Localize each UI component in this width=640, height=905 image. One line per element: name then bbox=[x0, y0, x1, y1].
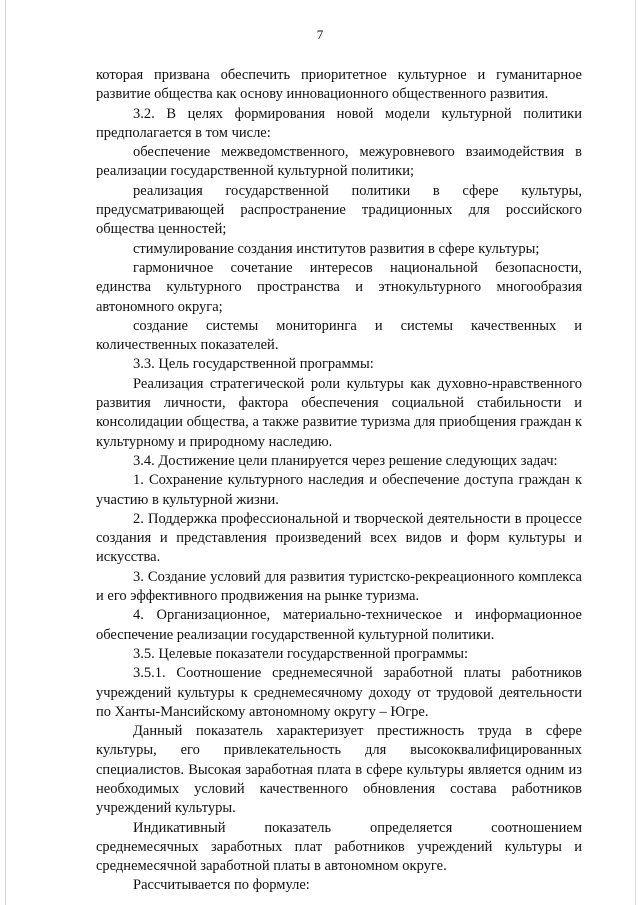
scan-edge-right bbox=[635, 0, 636, 905]
paragraph-3-3: 3.3. Цель государственной программы: bbox=[133, 356, 374, 373]
task-item: 1. Сохранение культурного наследия и обеспечение доступа граждан к участию в культурной жизни. bbox=[96, 472, 582, 508]
list-item: обеспечение межведомственного, межуровневого взаимодействия в реализации государственной культурной политики; bbox=[96, 144, 582, 180]
task-item: 3. Создание условий для развития туристско-рекреационного комплекса и его эффективного продвижения на рынке туризма. bbox=[96, 568, 582, 605]
paragraph-indicator-description: Данный показатель характеризует престижность труда в сфере культуры, его привлекательность для высококвалифицированных специалистов. Высокая заработная плата в сфере культуры является одним из необходимых условий качественного обновления состава работников учреждений культуры. bbox=[96, 723, 582, 817]
paragraph-continuation: которая призвана обеспечить приоритетное культурное и гуманитарное развитие общества как основу инновационного общественного развития. bbox=[96, 67, 582, 103]
list-item: реализация государственной политики в сфере культуры, предусматривающей распространение традиционных для российского общества ценностей; bbox=[96, 182, 582, 238]
document-body bbox=[96, 66, 582, 896]
list-item: создание системы мониторинга и системы качественных и количественных показателей. bbox=[96, 317, 582, 354]
scan-edge-left bbox=[5, 0, 6, 905]
list-item: стимулирование создания институтов развития в сфере культуры; bbox=[133, 240, 540, 257]
paragraph-formula-intro: Рассчитывается по формуле: bbox=[133, 877, 310, 894]
paragraph-3-4: 3.4. Достижение цели планируется через решение следующих задач: bbox=[133, 452, 558, 469]
paragraph-indicator-definition: Индикативный показатель определяется соотношением среднемесячных заработных плат работников учреждений культуры и среднемесячной заработной платы в автономном округе. bbox=[96, 819, 582, 875]
paragraph-3-5: 3.5. Целевые показатели государственной программы: bbox=[133, 645, 469, 662]
paragraph-3-2: 3.2. В целях формирования новой модели культурной политики предполагается в том числе: bbox=[96, 105, 582, 141]
page-number: 7 bbox=[316, 27, 324, 42]
paragraph-goal: Реализация стратегической роли культуры как духовно-нравственного развития личности, фактора обеспечения социальной стабильности и консолидации общества, а также развитие туризма для приобщения граждан к культурному и природному наследию. bbox=[96, 375, 582, 450]
task-item: 4. Организационное, материально-техническое и информационное обеспечение реализации государственной культурной политики. bbox=[96, 607, 582, 643]
task-item: 2. Поддержка профессиональной и творческой деятельности в процессе создания и представления произведений всех видов и форм культуры и искусства. bbox=[96, 510, 582, 566]
paragraph-3-5-1: 3.5.1. Соотношение среднемесячной заработной платы работников учреждений культуры к среднемесячному доходу от трудовой деятельности по Ханты-Мансийскому автономному округу – Югре. bbox=[96, 665, 582, 720]
list-item: гармоничное сочетание интересов национальной безопасности, единства культурного пространства и этнокультурного многообразия автономного округа; bbox=[96, 259, 582, 315]
